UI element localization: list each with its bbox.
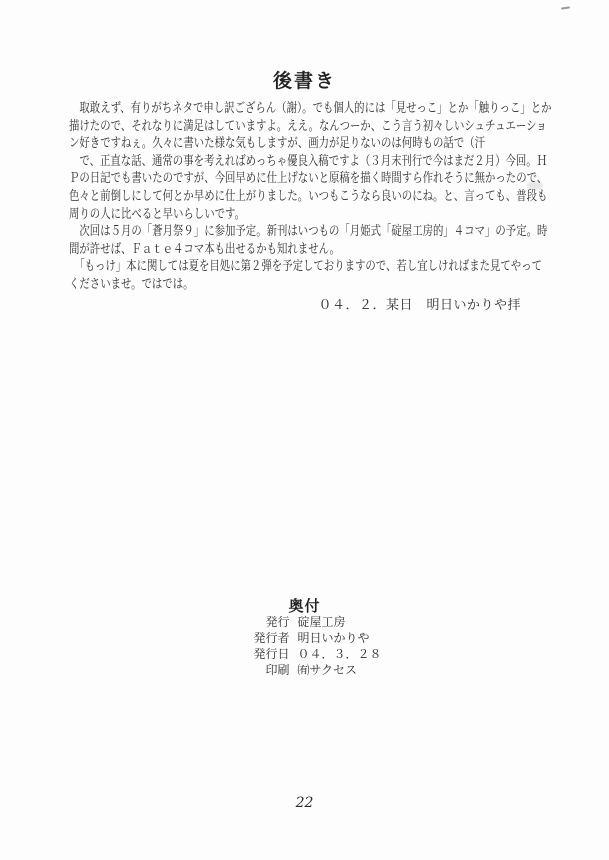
colophon-label: 発行者 [253, 631, 290, 645]
colophon-gap [290, 662, 298, 678]
colophon-label: 印刷 [265, 663, 290, 677]
afterword-line: くださいませ。ではでは。 [69, 275, 194, 291]
afterword-line: 間が許せば、Ｆａｔｅ４コマ本も出せるかも知れません。 [69, 240, 341, 256]
colophon-gap [290, 646, 298, 662]
colophon-row-publisher [0, 614, 609, 630]
date-signature: ０４．２．某日 明日いかりや拝 [318, 297, 521, 312]
afterword-line: 取敢えず、有りがちネタで申し訳ござらん（謝）。でも個人的には「見せっこ」とか「触りっこ」とか [69, 100, 552, 115]
scan-speck [561, 6, 570, 9]
afterword-line: Ｐの日記でも書いたのですが、今回早めに仕上げないと原稿を描く時間すら作れそうに無かったので、 [69, 170, 548, 186]
colophon-title: 奥付 [288, 598, 321, 615]
colophon [0, 614, 609, 678]
colophon-value: 碇屋工房 [297, 615, 346, 629]
colophon-label: 発行 [265, 615, 290, 629]
afterword-line: 周りの人に比べると早いらしいです。 [69, 205, 245, 221]
afterword-line: 描けたので、それなりに満足はしていますよ。ええ。なんつーか、こう言う初々しいシュチュエーショ [69, 117, 547, 133]
afterword-line: 色々と前倒しにして何とか早めに仕上がりました。いつもこうなら良いのにね。と、言っても、普段も [69, 187, 548, 203]
colophon-value: ㈲サクセス [297, 663, 358, 677]
afterword-body [69, 99, 552, 293]
afterword-line: ン好きですねぇ。久々に書いた様な気もしますが、画力が足りないのは何時もの話で（汗 [69, 135, 486, 151]
colophon-row-printer [0, 662, 609, 678]
colophon-row-date [0, 646, 609, 662]
colophon-gap [290, 630, 298, 646]
colophon-gap [290, 614, 298, 630]
colophon-label: 発行日 [253, 647, 290, 661]
afterword-title: 後書き [272, 71, 336, 92]
colophon-value: ０４．３．２８ [297, 647, 382, 661]
page-number: 22 [295, 795, 314, 811]
afterword-line: で、正直な話、通常の事を考えればめっちゃ優良入稿ですよ（３月末刊行で今はまだ２月）今回。Ｈ [69, 152, 548, 168]
colophon-value: 明日いかりや [297, 631, 370, 645]
colophon-row-author [0, 630, 609, 646]
afterword-line: 「もっけ」本に関しては夏を目処に第２弾を予定しておりますので、若し宜しければまた見てやって [69, 258, 542, 274]
afterword-line: 次回は５月の「蒼月祭９」に参加予定。新刊はいつもの「月姫式「碇屋工房的」４コマ」の予定。時 [69, 223, 548, 239]
